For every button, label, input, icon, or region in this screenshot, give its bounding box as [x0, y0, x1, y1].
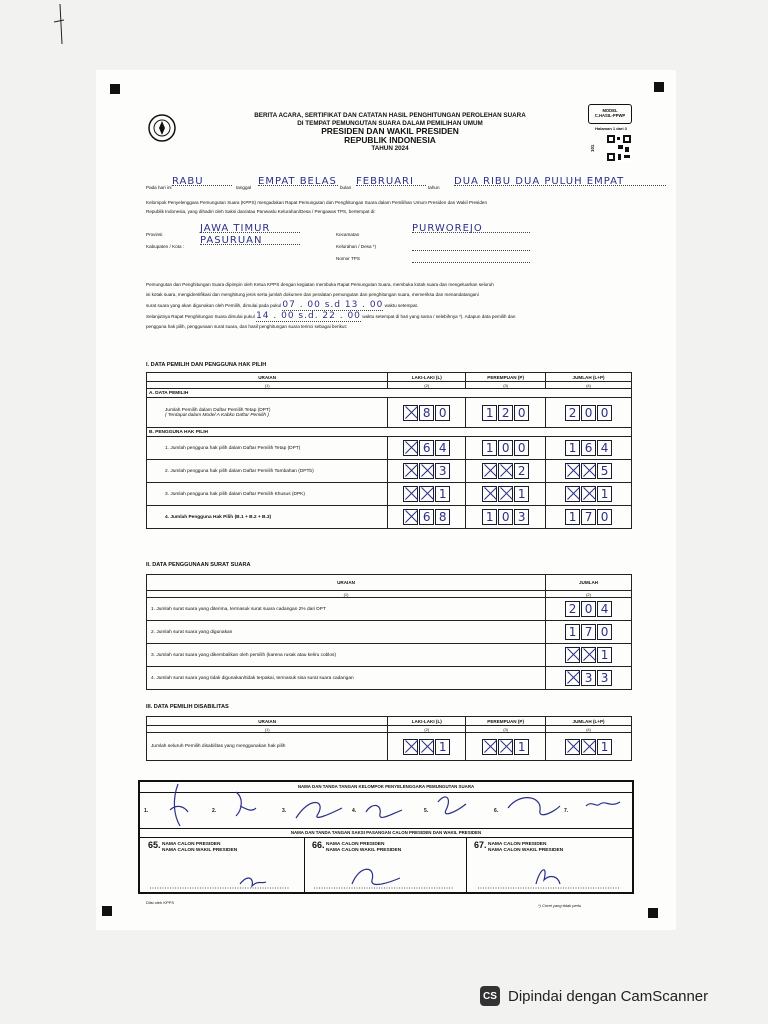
saksi-signatures: [140, 854, 632, 892]
signature-table: [138, 780, 634, 894]
b4-jumlah-boxes: 1 7 0: [548, 509, 629, 525]
s3-laki-boxes: 1: [390, 739, 463, 755]
time-start: 07 . 00 s.d 13 . 00: [282, 300, 384, 310]
footer-right-note: *) Coret yang tidak perlu: [538, 903, 582, 908]
s3-col-laki: LAKI-LAKI (L): [388, 717, 466, 726]
dpt-perempuan-boxes: 1 2 0: [468, 405, 543, 421]
sig-num-6: 6.: [494, 808, 499, 814]
camscanner-text: Dipindai dengan CamScanner: [508, 987, 709, 1005]
sig-num-1: 1.: [144, 808, 149, 814]
scan-artifact: [34, 4, 74, 48]
model-box: MODEL C.HASIL-PPWP: [588, 104, 632, 124]
sig-num-3: 3.: [282, 808, 287, 814]
s3-col-jumlah: JUMLAH (L+P): [546, 717, 632, 726]
dpt-jumlah-boxes: 2 0 0: [548, 405, 629, 421]
corner-marker-tl: [110, 84, 120, 94]
candidate-65: 65. NAMA CALON PRESIDEN NAMA CALON WAKIL PRESIDEN: [148, 840, 238, 853]
corner-marker-bl: [102, 906, 112, 916]
s1-col-laki: LAKI-LAKI (L): [388, 373, 466, 382]
sig-num-2: 2.: [212, 808, 217, 814]
b1-laki-boxes: 6 4: [390, 440, 463, 456]
b2-jumlah-boxes: 5: [548, 463, 629, 479]
date-value: EMPAT BELAS: [258, 176, 337, 187]
s3-col-uraian: URAIAN: [147, 717, 388, 726]
b3-row-label: 3. Jumlah pengguna hak pilih dalam Daftar Pemilih Khusus (DPK): [147, 483, 388, 506]
camscanner-icon: CS: [480, 986, 500, 1006]
s2-row4-label: 4. Jumlah surat suara yang tidak digunakan/tidak terpakai, termasuk sisa surat suara cadangan: [147, 667, 546, 690]
s1-col-perempuan: PEREMPUAN (P): [466, 373, 546, 382]
provinsi-value: JAWA TIMUR: [200, 226, 300, 233]
kelurahan-value: [412, 244, 530, 251]
s2-col-jumlah: JUMLAH: [546, 575, 632, 591]
month-value: FEBRUARI: [356, 179, 426, 186]
procedure-paragraph: Pemungutan dan Penghitungan Suara dipimpin oleh Ketua KPPS dengan kegiatan membuka Rapat Pemungutan Suara, membuka kotak suara dan mengeluarkan seluruh isi kotak suara, mengidentifikasi dan menghitung jenis serta jumlah dokumen dan peralatan pemungutan dan penghitungan suara, memeriksa dan menandatangani surat suara yang akan digunakan oleh Pemilih, dimulai pada pukul 07 . 00 s.d 13 . 00 waktu setempat. Selanjutnya Rapat Penghitungan Suara dimulai pukul 14 . 00 s.d. 22 . 00 waktu setempat di hari yang sama / selebihnya *). Adapun data pemilih dan pengguna hak pilih, penggunaan surat suara, dan hasil penghitungan suara terinci sebagai berikut:: [146, 282, 516, 329]
s2-row4-boxes: 3 3: [548, 670, 629, 686]
s1-col-jumlah: JUMLAH (L+P): [546, 373, 632, 382]
s2-row1-label: 1. Jumlah surat suara yang diterima, termasuk surat suara cadangan 2% dari DPT: [147, 598, 546, 621]
qr-number: 101: [590, 144, 595, 152]
b1-jumlah-boxes: 1 6 4: [548, 440, 629, 456]
s3-col-perempuan: PEREMPUAN (P): [466, 717, 546, 726]
intro-line: Pada hari ini RABU tanggal EMPAT BELAS bulan FEBRUARI tahun DUA RIBU DUA PULUH EMPAT: [146, 182, 666, 194]
section1-heading: I. DATA PEMILIH DAN PENGGUNA HAK PILIH: [146, 362, 267, 368]
s1-sub-b: B. PENGGUNA HAK PILIH: [147, 428, 632, 437]
b1-row-label: 1. Jumlah pengguna hak pilih dalam Daftar Pemilih Tetap (DPT): [147, 437, 388, 460]
dpt-row-label: Jumlah Pemilih dalam Daftar Pemilih Tetap (DPT) ( Terdapat dalam Model A Kabko Daftar Pemilih ): [147, 398, 388, 428]
b2-laki-boxes: 3: [390, 463, 463, 479]
s2-row2-label: 2. Jumlah surat suara yang digunakan: [147, 621, 546, 644]
s3-jumlah-boxes: 1: [548, 739, 629, 755]
b1-perempuan-boxes: 1 0 0: [468, 440, 543, 456]
footer-left-note: Diisi oleh KPPS: [146, 900, 175, 905]
s3-perempuan-boxes: 1: [468, 739, 543, 755]
section3-table: URAIAN LAKI-LAKI (L) PEREMPUAN (P) JUMLAH (L+P) (1) (2) (3) (4) Jumlah seluruh Pemilih disabilitas yang menggunakan hak pilih 1 1 1: [146, 716, 632, 761]
sig-num-5: 5.: [424, 808, 429, 814]
tps-value: [412, 256, 530, 263]
section2-heading: II. DATA PENGGUNAAN SURAT SUARA: [146, 562, 251, 568]
corner-marker-tr: [654, 82, 664, 92]
sig-num-4: 4.: [352, 808, 357, 814]
section3-heading: III. DATA PEMILIH DISABILITAS: [146, 704, 229, 710]
b4-perempuan-boxes: 1 0 3: [468, 509, 543, 525]
s2-col-uraian: URAIAN: [147, 575, 546, 591]
b2-row-label: 2. Jumlah pengguna hak pilih dalam Daftar Pemilih Tambahan (DPTb): [147, 460, 388, 483]
form-title: BERITA ACARA, SERTIFIKAT DAN CATATAN HASIL PENGHITUNGAN PEROLEHAN SUARA DI TEMPAT PEMUNGUTAN SUARA DALAM PEMILIHAN UMUM PRESIDEN DAN WAKIL PRESIDEN REPUBLIK INDONESIA TAHUN 2024: [254, 112, 526, 153]
b4-laki-boxes: 6 8: [390, 509, 463, 525]
location-block: Provinsi JAWA TIMUR Kabupaten / Kota : PASURUAN Kecamatan PURWOREJO Kelurahan / Desa *) Nomor TPS: [146, 226, 636, 266]
time-count: 14 . 00 s.d. 22 . 00: [256, 311, 361, 321]
year-value: DUA RIBU DUA PULUH EMPAT: [454, 179, 666, 186]
s2-row3-label: 3. Jumlah surat suara yang dikembalikan oleh pemilih (karena rusak atau keliru coblos): [147, 644, 546, 667]
b3-jumlah-boxes: 1: [548, 486, 629, 502]
s3-row-label: Jumlah seluruh Pemilih disabilitas yang menggunakan hak pilih: [147, 733, 388, 761]
kecamatan-value: PURWOREJO: [412, 226, 530, 233]
saksi-heading: NAMA DAN TANDA TANGAN SAKSI PASANGAN CALON PRESIDEN DAN WAKIL PRESIDEN: [290, 830, 482, 835]
kpps-heading: NAMA DAN TANDA TANGAN KELOMPOK PENYELENGGARA PEMUNGUTAN SUARA: [297, 784, 475, 789]
s2-row3-boxes: 1: [548, 647, 629, 663]
b4-row-label: 4. Jumlah Pengguna Hak Pilih (B.1 + B.2 + B.3): [147, 506, 388, 529]
candidate-66: 66. NAMA CALON PRESIDEN NAMA CALON WAKIL PRESIDEN: [312, 840, 402, 853]
candidate-67: 67. NAMA CALON PRESIDEN NAMA CALON WAKIL PRESIDEN: [474, 840, 564, 853]
day-value: RABU: [172, 179, 232, 186]
camscanner-watermark: [480, 978, 768, 1014]
s2-row2-boxes: 1 7 0: [548, 624, 629, 640]
s1-sub-a: A. DATA PEMILIH: [147, 389, 632, 398]
b3-perempuan-boxes: 1: [468, 486, 543, 502]
section1-table: URAIAN LAKI-LAKI (L) PEREMPUAN (P) JUMLAH (L+P) (1) (2) (3) (4) A. DATA PEMILIH Jumlah Pemilih dalam Daftar Pemilih Tetap (DPT) ( Terdapat dalam Model A Kabko Daftar Pemilih ) 8 0 1 2 0 2 0 0 B. PENGGUNA HAK PILIH 1. Jumlah pengguna hak pilih dalam Daftar Pemilih Tetap (DPT) 6 4 1 0 0 1 6 4 2. Jumlah pengguna hak pilih dalam Daftar Pemilih Tambahan (DPTb) 3 2 5 3. Jumlah pengguna hak pilih dalam Daftar Pemilih Khusus (DPK) 1 1 1 4. Jumlah Pengguna Hak Pilih (B.1 + B.2 + B.3) 6 8 1 0 3 1 7 0: [146, 372, 632, 529]
intro-paragraph: Kelompok Penyelenggara Pemungutan Suara (KPPS) mengadakan Rapat Pemungutan dan Penghitungan Suara dalam Pemilihan Umum Presiden dan Wakil Presiden Republik Indonesia, yang dihadiri oleh Saksi dan/atau Panwaslu Kelurahan/Desa / Pengawas TPS, bertempat di:: [146, 200, 487, 214]
kpps-signatures: [140, 782, 632, 832]
corner-marker-br: [648, 908, 658, 918]
dpt-laki-boxes: 8 0: [390, 405, 463, 421]
section2-table: URAIAN JUMLAH (1) (2) 1. Jumlah surat suara yang diterima, termasuk surat suara cadangan 2% dari DPT 2 0 4 2. Jumlah surat suara yang digunakan 1 7 0 3. Jumlah surat suara yang dikembalikan oleh pemilih (karena rusak atau keliru coblos) 1 4. Jumlah surat suara yang tidak digunakan/tidak terpakai, termasuk sisa surat suara cadangan 3 3: [146, 574, 632, 690]
s2-row1-boxes: 2 0 4: [548, 601, 629, 617]
b2-perempuan-boxes: 2: [468, 463, 543, 479]
s1-col-uraian: URAIAN: [147, 373, 388, 382]
kabupaten-value: PASURUAN: [200, 238, 300, 245]
page-indicator: Halaman 1 dari 3: [595, 126, 627, 131]
sig-num-7: 7.: [564, 808, 569, 814]
kpu-logo: [144, 112, 180, 144]
qr-code-icon: [606, 134, 632, 162]
b3-laki-boxes: 1: [390, 486, 463, 502]
